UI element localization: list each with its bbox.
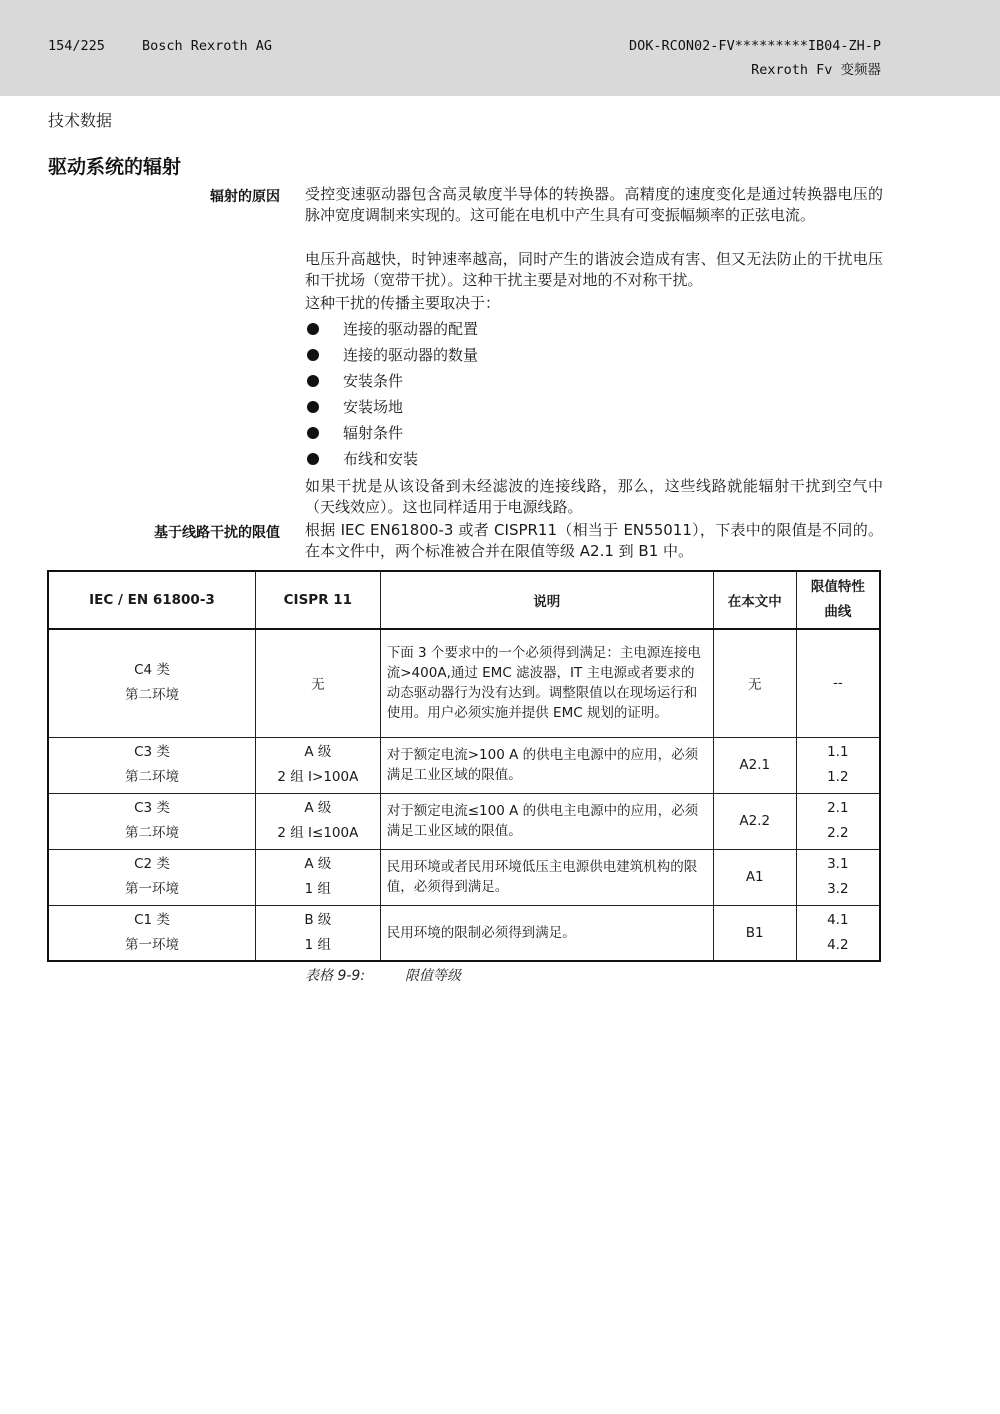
side-label-cause: 辐射的原因 — [210, 189, 280, 205]
table-row — [48, 737, 880, 793]
cell-limit-curve: 2.1 2.2 — [796, 793, 880, 849]
paragraph-cause: 受控变速驱动器包含高灵敏度半导体的转换器。高精度的速度变化是通过转换器电压的脉冲宽度调制来实现的。这可能在电机中产生具有可变振幅频率的正弦电流。 — [305, 185, 883, 224]
caption-text: 限值等级 — [405, 968, 462, 984]
cell-iec: C4 类 第二环境 — [48, 629, 255, 737]
cell-description: 民用环境或者民用环境低压主电源供电建筑机构的限值，必须得到满足。 — [380, 849, 713, 905]
cell-iec: C1 类 第一环境 — [48, 905, 255, 961]
company-name: Bosch Rexroth AG — [142, 38, 273, 54]
bullet-icon — [307, 375, 319, 387]
document-id: DOK-RCON02-FV*********IB04-ZH-P — [629, 38, 881, 54]
table-row — [48, 849, 880, 905]
table-header-row — [48, 571, 880, 629]
cell-description: 对于额定电流≤100 A 的供电主电源中的应用，必须满足工业区域的限值。 — [380, 793, 713, 849]
header-in-document: 在本文中 — [713, 571, 796, 629]
bullet-icon — [307, 401, 319, 413]
cell-limit-curve: 3.1 3.2 — [796, 849, 880, 905]
cell-description: 对于额定电流>100 A 的供电主电源中的应用，必须满足工业区域的限值。 — [380, 737, 713, 793]
header-limit-curve: 限值特性 曲线 — [796, 571, 880, 629]
cell-limit-curve: -- — [796, 629, 880, 737]
paragraph-limits: 根据 IEC EN61800-3 或者 CISPR11（相当于 EN55011），下表中的限值是不同的。在本文件中，两个标准被合并在限值等级 A2.1 到 B1 中。 — [305, 521, 883, 560]
page-header — [0, 0, 1000, 96]
page-title: 驱动系统的辐射 — [48, 156, 182, 178]
list-item: 安装场地 — [305, 396, 883, 422]
caption-number: 表格 9-9: — [305, 968, 366, 984]
cell-limit-curve: 4.1 4.2 — [796, 905, 880, 961]
list-item: 连接的驱动器的配置 — [305, 318, 883, 344]
page-number: 154/225 — [48, 38, 105, 54]
product-name: Rexroth Fv 变频器 — [751, 62, 881, 78]
cell-limit-curve: 1.1 1.2 — [796, 737, 880, 793]
cell-iec: C3 类 第二环境 — [48, 793, 255, 849]
cell-in-document: A2.2 — [713, 793, 796, 849]
cell-description: 下面 3 个要求中的一个必须得到满足：主电源连接电流>400A,通过 EMC 滤波器，IT 主电源或者要求的动态驱动器行为没有达到。调整限值以在现场运行和使用。用户必须实施并提供 EMC 规划的证明。 — [380, 629, 713, 737]
table-row — [48, 905, 880, 961]
cell-in-document: A1 — [713, 849, 796, 905]
paragraph-propagation: 这种干扰的传播主要取决于： — [305, 294, 501, 312]
bullet-icon — [307, 349, 319, 361]
header-iec: IEC / EN 61800-3 — [48, 571, 255, 629]
list-item: 辐射条件 — [305, 422, 883, 448]
header-cispr: CISPR 11 — [255, 571, 380, 629]
paragraph-voltage: 电压升高越快，时钟速率越高，同时产生的谐波会造成有害、但又无法防止的干扰电压和干扰场（宽带干扰）。这种干扰主要是对地的不对称干扰。 — [305, 250, 883, 289]
cell-cispr: A 级 2 组 I≤100A — [255, 793, 380, 849]
list-item: 连接的驱动器的数量 — [305, 344, 883, 370]
bullet-list — [305, 318, 883, 474]
cell-cispr: A 级 2 组 I>100A — [255, 737, 380, 793]
table-row — [48, 793, 880, 849]
section-label: 技术数据 — [48, 111, 113, 130]
cell-iec: C3 类 第二环境 — [48, 737, 255, 793]
bullet-icon — [307, 323, 319, 335]
cell-iec: C2 类 第一环境 — [48, 849, 255, 905]
cell-cispr: 无 — [255, 629, 380, 737]
cell-cispr: B 级 1 组 — [255, 905, 380, 961]
paragraph-antenna: 如果干扰是从该设备到未经滤波的连接线路，那么，这些线路就能辐射干扰到空气中（天线效应）。这也同样适用于电源线路。 — [305, 477, 883, 516]
list-item: 安装条件 — [305, 370, 883, 396]
bullet-icon — [307, 453, 319, 465]
cell-in-document: A2.1 — [713, 737, 796, 793]
header-description: 说明 — [380, 571, 713, 629]
list-item: 布线和安装 — [305, 448, 883, 474]
limits-table — [47, 570, 881, 962]
cell-in-document: B1 — [713, 905, 796, 961]
cell-cispr: A 级 1 组 — [255, 849, 380, 905]
side-label-limits: 基于线路干扰的限值 — [154, 525, 280, 541]
cell-description: 民用环境的限制必须得到满足。 — [380, 905, 713, 961]
cell-in-document: 无 — [713, 629, 796, 737]
table-caption — [305, 965, 461, 985]
table-row — [48, 629, 880, 737]
bullet-icon — [307, 427, 319, 439]
